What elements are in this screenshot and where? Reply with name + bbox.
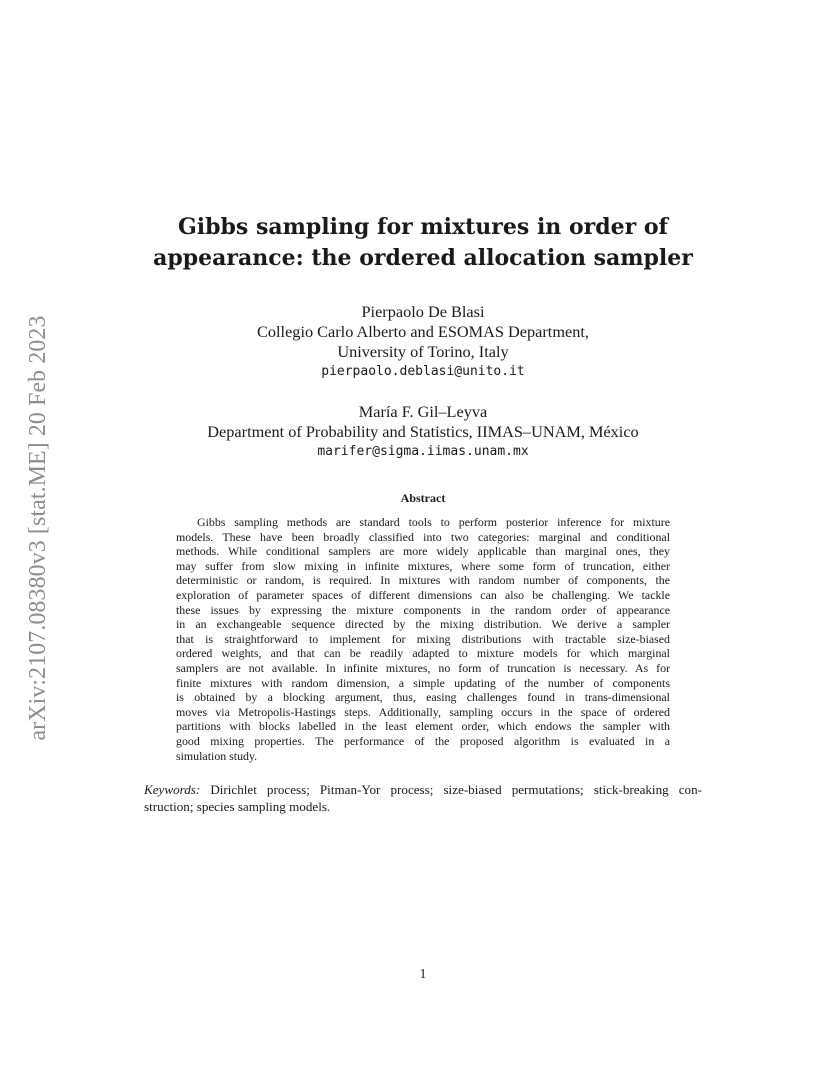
author-email: marifer@sigma.iimas.unam.mx xyxy=(317,444,529,459)
abstract-line: Gibbs sampling methods are standard tools to perform posterior inference for mixture xyxy=(197,515,670,529)
keywords-section xyxy=(144,782,702,815)
author-name: María F. Gil–Leyva xyxy=(358,402,488,421)
page-number: 1 xyxy=(419,966,427,981)
abstract-line: is obtained by a blocking argument, thus, easing challenges found in trans-dimensional xyxy=(176,690,670,705)
abstract-heading: Abstract xyxy=(400,491,446,505)
abstract-line: deterministic or random, is required. In mixtures with random number of components, the xyxy=(176,573,670,588)
abstract-line: that is straightforward to implement for mixing distributions with tractable size-biased xyxy=(176,631,670,646)
keywords-text: Dirichlet process; Pitman-Yor process; size-biased permutations; stick-breaking con- xyxy=(210,782,702,797)
abstract-line: methods. While conditional samplers are more widely applicable than marginal ones, they xyxy=(176,544,670,559)
paper-title xyxy=(120,212,726,274)
abstract-line: may suffer from slow mixing in infinite mixtures, where some form of truncation, either xyxy=(176,558,670,573)
title-line-1: Gibbs sampling for mixtures in order of xyxy=(178,214,668,240)
abstract-line: ordered weights, and that can be readily adapted to mixture models for which marginal xyxy=(176,646,670,661)
author-affiliation-line: Collegio Carlo Alberto and ESOMAS Department, xyxy=(257,322,589,341)
arxiv-identifier-text: arXiv:2107.08380v3 [stat.ME] 20 Feb 2023 xyxy=(25,315,51,741)
author-email: pierpaolo.deblasi@unito.it xyxy=(321,364,525,379)
author-block-1 xyxy=(120,302,726,382)
abstract-line: exploration of parameter spaces of different dimensions can also be challenging. We tackle xyxy=(176,587,670,602)
abstract-body xyxy=(176,515,670,763)
abstract-line: models. These have been broadly classified into two categories: marginal and conditional xyxy=(176,529,670,544)
keywords-line-1 xyxy=(144,782,702,799)
author-name: Pierpaolo De Blasi xyxy=(361,302,485,321)
keywords-line-2: struction; species sampling models. xyxy=(144,798,331,814)
abstract-line: these issues by expressing the mixture components in the random order of appearance xyxy=(176,602,670,617)
abstract-line: moves via Metropolis-Hastings steps. Additionally, sampling occurs in the space of ordered xyxy=(176,704,670,719)
abstract-line: simulation study. xyxy=(176,748,258,763)
keywords-label: Keywords: xyxy=(144,782,201,797)
abstract-line: good mixing properties. The performance of the proposed algorithm is evaluated in a xyxy=(176,733,670,748)
abstract-line: samplers are not available. In infinite mixtures, no form of truncation is necessary. As for xyxy=(176,660,670,675)
abstract-line: partitions with blocks labelled in the least element order, which endows the sampler with xyxy=(176,719,670,734)
arxiv-identifier-stamp xyxy=(18,283,58,773)
author-affiliation-line: Department of Probability and Statistics, IIMAS–UNAM, México xyxy=(207,422,639,441)
author-affiliation-line: University of Torino, Italy xyxy=(337,342,509,361)
abstract-line: finite mixtures with random dimension, a simple updating of the number of components xyxy=(176,675,670,690)
title-line-2: appearance: the ordered allocation sampler xyxy=(153,245,693,271)
abstract-line: in an exchangeable sequence directed by the mixing distribution. We derive a sampler xyxy=(176,617,670,632)
author-block-2 xyxy=(120,402,726,462)
